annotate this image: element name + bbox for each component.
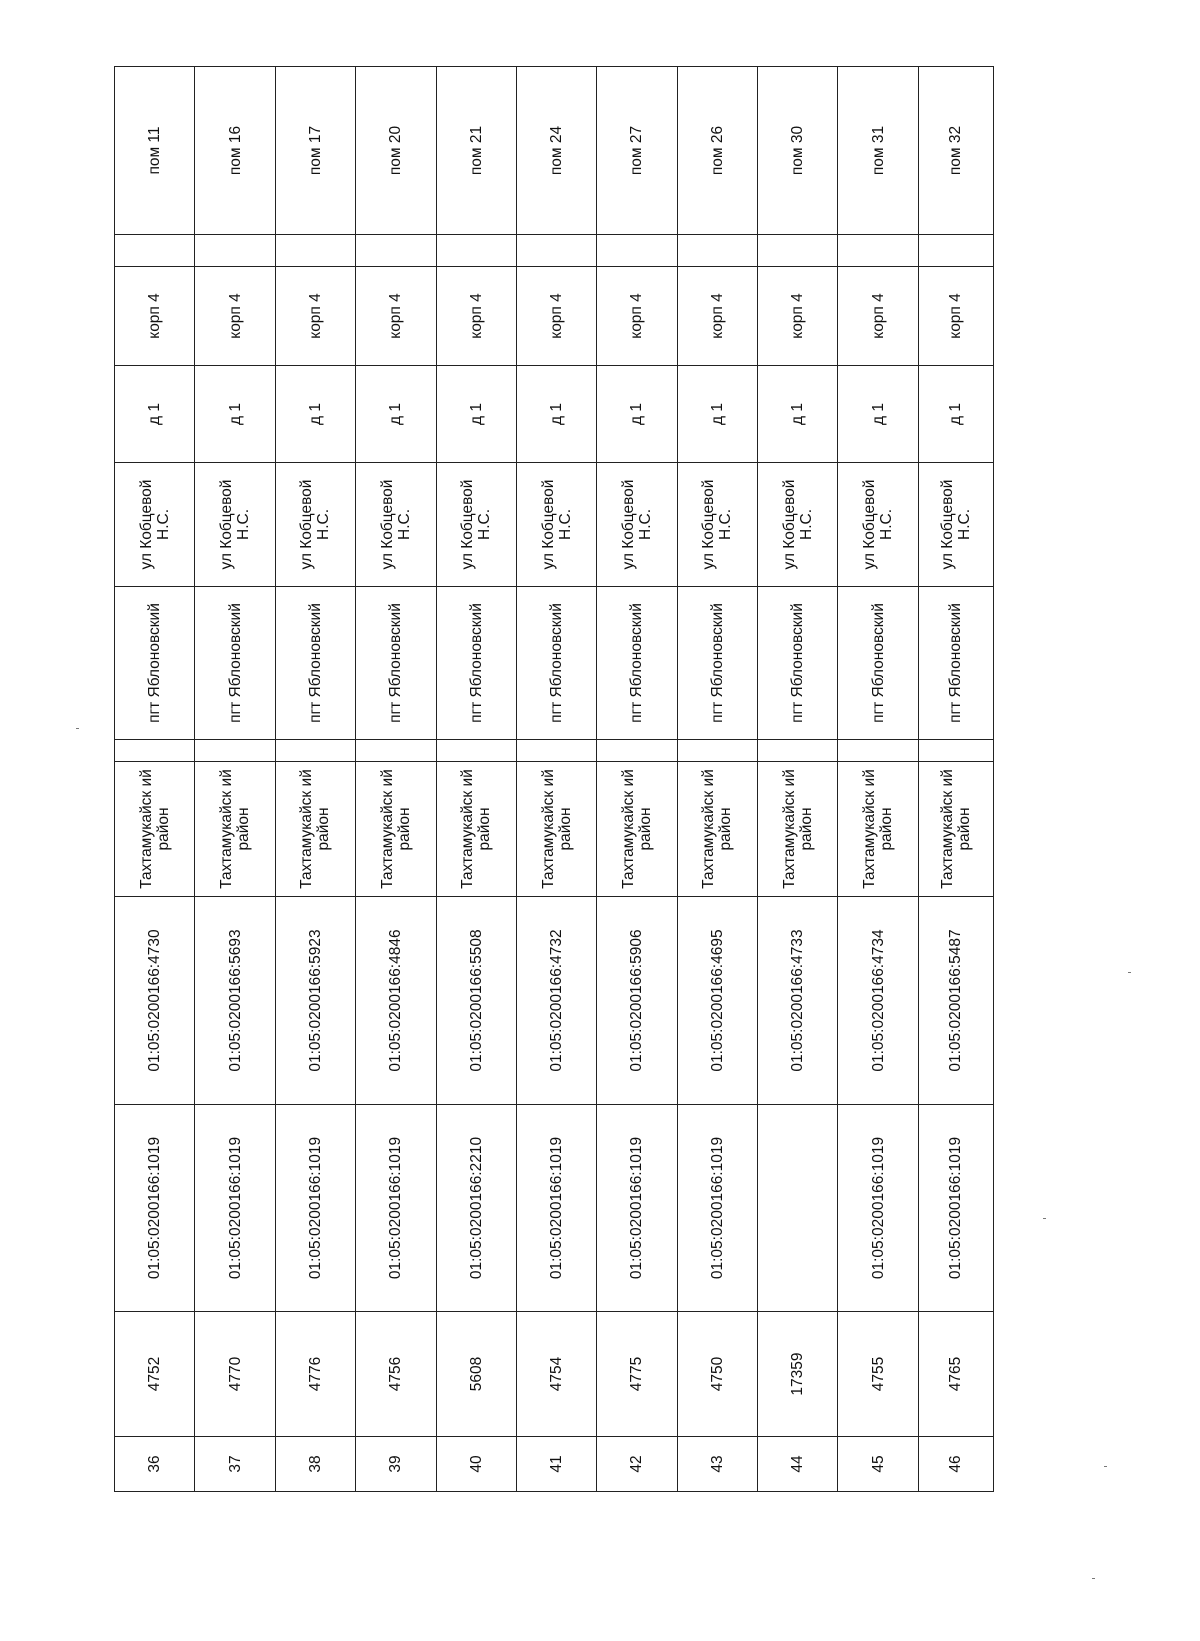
parent-cadastral-number-cell: 01:05:0200166:1019 — [275, 1105, 355, 1312]
room-number-cell: пом 26 — [677, 67, 757, 235]
address-register-table — [114, 66, 994, 1492]
settlement-cell: пгт Яблоновский — [677, 587, 757, 740]
row-number-cell: 40 — [436, 1437, 516, 1492]
room-number-cell: пом 16 — [195, 67, 275, 235]
empty-cell — [758, 740, 838, 762]
table-row — [677, 67, 757, 1492]
parent-cadastral-number-cell: 01:05:0200166:1019 — [356, 1105, 436, 1312]
empty-cell — [195, 235, 275, 267]
district-cell: Тахтамукайск ий район — [918, 762, 993, 897]
house-number-cell: д 1 — [115, 366, 195, 463]
house-number-cell: д 1 — [195, 366, 275, 463]
parent-cadastral-number-cell: 01:05:0200166:1019 — [516, 1105, 596, 1312]
scan-speck — [1043, 1218, 1046, 1219]
empty-cell — [436, 235, 516, 267]
cadastral-number-cell: 01:05:0200166:4695 — [677, 897, 757, 1105]
row-number-cell: 38 — [275, 1437, 355, 1492]
row-number-cell: 46 — [918, 1437, 993, 1492]
record-id-cell: 17359 — [758, 1312, 838, 1437]
street-cell: ул Кобцевой Н.С. — [597, 463, 677, 587]
settlement-cell: пгт Яблоновский — [918, 587, 993, 740]
parent-cadastral-number-cell: 01:05:0200166:2210 — [436, 1105, 516, 1312]
house-number-cell: д 1 — [275, 366, 355, 463]
room-number-cell: пом 20 — [356, 67, 436, 235]
house-number-cell: д 1 — [356, 366, 436, 463]
table-row — [436, 67, 516, 1492]
cadastral-number-cell: 01:05:0200166:5693 — [195, 897, 275, 1105]
building-cell: корп 4 — [758, 267, 838, 366]
house-number-cell: д 1 — [677, 366, 757, 463]
empty-cell — [115, 740, 195, 762]
settlement-cell: пгт Яблоновский — [115, 587, 195, 740]
house-number-cell: д 1 — [436, 366, 516, 463]
record-id-cell: 4756 — [356, 1312, 436, 1437]
parent-cadastral-number-cell: 01:05:0200166:1019 — [918, 1105, 993, 1312]
empty-cell — [115, 235, 195, 267]
row-number-cell: 41 — [516, 1437, 596, 1492]
row-number-cell: 39 — [356, 1437, 436, 1492]
table-row — [838, 67, 918, 1492]
scan-speck — [1128, 972, 1131, 973]
street-cell: ул Кобцевой Н.С. — [436, 463, 516, 587]
parent-cadastral-number-cell: 01:05:0200166:1019 — [838, 1105, 918, 1312]
cadastral-number-cell: 01:05:0200166:4733 — [758, 897, 838, 1105]
district-cell: Тахтамукайск ий район — [436, 762, 516, 897]
room-number-cell: пом 11 — [115, 67, 195, 235]
building-cell: корп 4 — [275, 267, 355, 366]
row-number-cell: 42 — [597, 1437, 677, 1492]
settlement-cell: пгт Яблоновский — [758, 587, 838, 740]
building-cell: корп 4 — [356, 267, 436, 366]
building-cell: корп 4 — [516, 267, 596, 366]
record-id-cell: 4750 — [677, 1312, 757, 1437]
record-id-cell: 5608 — [436, 1312, 516, 1437]
street-cell: ул Кобцевой Н.С. — [115, 463, 195, 587]
building-cell: корп 4 — [195, 267, 275, 366]
row-number-cell: 45 — [838, 1437, 918, 1492]
empty-cell — [838, 740, 918, 762]
parent-cadastral-number-cell: 01:05:0200166:1019 — [195, 1105, 275, 1312]
house-number-cell: д 1 — [516, 366, 596, 463]
cadastral-number-cell: 01:05:0200166:5906 — [597, 897, 677, 1105]
scan-speck — [1092, 1578, 1095, 1579]
district-cell: Тахтамукайск ий район — [597, 762, 677, 897]
row-number-cell: 43 — [677, 1437, 757, 1492]
building-cell: корп 4 — [436, 267, 516, 366]
parent-cadastral-number-cell: 01:05:0200166:1019 — [597, 1105, 677, 1312]
cadastral-number-cell: 01:05:0200166:4730 — [115, 897, 195, 1105]
house-number-cell: д 1 — [758, 366, 838, 463]
empty-cell — [516, 740, 596, 762]
street-cell: ул Кобцевой Н.С. — [275, 463, 355, 587]
empty-cell — [195, 740, 275, 762]
room-number-cell: пом 21 — [436, 67, 516, 235]
cadastral-number-cell: 01:05:0200166:4734 — [838, 897, 918, 1105]
settlement-cell: пгт Яблоновский — [516, 587, 596, 740]
empty-cell — [677, 740, 757, 762]
table-row — [516, 67, 596, 1492]
scan-speck — [1104, 1466, 1107, 1467]
empty-cell — [275, 235, 355, 267]
empty-cell — [918, 235, 993, 267]
house-number-cell: д 1 — [918, 366, 993, 463]
record-id-cell: 4776 — [275, 1312, 355, 1437]
empty-cell — [758, 235, 838, 267]
cadastral-number-cell: 01:05:0200166:5923 — [275, 897, 355, 1105]
building-cell: корп 4 — [597, 267, 677, 366]
street-cell: ул Кобцевой Н.С. — [195, 463, 275, 587]
empty-cell — [918, 740, 993, 762]
cadastral-number-cell: 01:05:0200166:4846 — [356, 897, 436, 1105]
table-row — [918, 67, 993, 1492]
room-number-cell: пом 27 — [597, 67, 677, 235]
district-cell: Тахтамукайск ий район — [516, 762, 596, 897]
building-cell: корп 4 — [115, 267, 195, 366]
room-number-cell: пом 24 — [516, 67, 596, 235]
empty-cell — [597, 740, 677, 762]
street-cell: ул Кобцевой Н.С. — [918, 463, 993, 587]
settlement-cell: пгт Яблоновский — [838, 587, 918, 740]
record-id-cell: 4755 — [838, 1312, 918, 1437]
district-cell: Тахтамукайск ий район — [758, 762, 838, 897]
empty-cell — [838, 235, 918, 267]
cadastral-number-cell: 01:05:0200166:4732 — [516, 897, 596, 1105]
record-id-cell: 4752 — [115, 1312, 195, 1437]
empty-cell — [356, 740, 436, 762]
settlement-cell: пгт Яблоновский — [356, 587, 436, 740]
record-id-cell: 4775 — [597, 1312, 677, 1437]
empty-cell — [677, 235, 757, 267]
row-number-cell: 44 — [758, 1437, 838, 1492]
empty-cell — [436, 740, 516, 762]
table-row — [597, 67, 677, 1492]
empty-cell — [516, 235, 596, 267]
empty-cell — [597, 235, 677, 267]
room-number-cell: пом 32 — [918, 67, 993, 235]
parent-cadastral-number-cell: 01:05:0200166:1019 — [115, 1105, 195, 1312]
table-row — [195, 67, 275, 1492]
empty-cell — [275, 740, 355, 762]
settlement-cell: пгт Яблоновский — [275, 587, 355, 740]
row-number-cell: 36 — [115, 1437, 195, 1492]
street-cell: ул Кобцевой Н.С. — [677, 463, 757, 587]
cadastral-number-cell: 01:05:0200166:5487 — [918, 897, 993, 1105]
street-cell: ул Кобцевой Н.С. — [356, 463, 436, 587]
record-id-cell: 4765 — [918, 1312, 993, 1437]
settlement-cell: пгт Яблоновский — [597, 587, 677, 740]
street-cell: ул Кобцевой Н.С. — [516, 463, 596, 587]
room-number-cell: пом 17 — [275, 67, 355, 235]
settlement-cell: пгт Яблоновский — [436, 587, 516, 740]
street-cell: ул Кобцевой Н.С. — [758, 463, 838, 587]
building-cell: корп 4 — [838, 267, 918, 366]
cadastral-number-cell: 01:05:0200166:5508 — [436, 897, 516, 1105]
empty-cell — [356, 235, 436, 267]
row-number-cell: 37 — [195, 1437, 275, 1492]
table-row — [356, 67, 436, 1492]
room-number-cell: пом 31 — [838, 67, 918, 235]
table-row — [115, 67, 195, 1492]
district-cell: Тахтамукайск ий район — [356, 762, 436, 897]
parent-cadastral-number-cell: 01:05:0200166:1019 — [677, 1105, 757, 1312]
district-cell: Тахтамукайск ий район — [838, 762, 918, 897]
settlement-cell: пгт Яблоновский — [195, 587, 275, 740]
district-cell: Тахтамукайск ий район — [115, 762, 195, 897]
building-cell: корп 4 — [677, 267, 757, 366]
table-row — [758, 67, 838, 1492]
record-id-cell: 4770 — [195, 1312, 275, 1437]
house-number-cell: д 1 — [597, 366, 677, 463]
district-cell: Тахтамукайск ий район — [275, 762, 355, 897]
scan-speck — [76, 728, 79, 729]
district-cell: Тахтамукайск ий район — [195, 762, 275, 897]
house-number-cell: д 1 — [838, 366, 918, 463]
street-cell: ул Кобцевой Н.С. — [838, 463, 918, 587]
record-id-cell: 4754 — [516, 1312, 596, 1437]
table-row — [275, 67, 355, 1492]
district-cell: Тахтамукайск ий район — [677, 762, 757, 897]
parent-cadastral-number-cell — [758, 1105, 838, 1312]
building-cell: корп 4 — [918, 267, 993, 366]
room-number-cell: пом 30 — [758, 67, 838, 235]
